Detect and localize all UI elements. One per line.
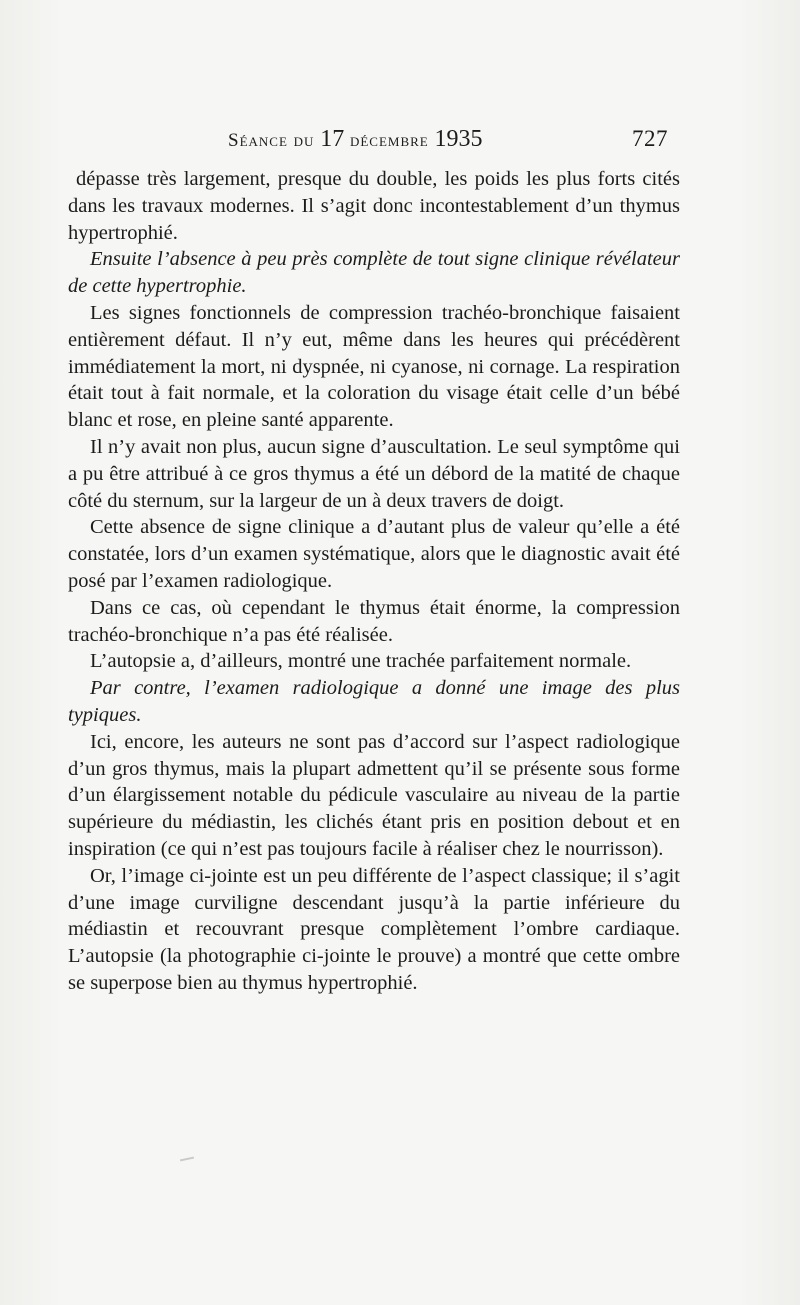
paragraph: Or, l’image ci-jointe est un peu différente de l’aspect classique; il s’agit d’une image curviligne descendant jusqu’à la partie inférieure du médiastin et recouvrant presque complètement l’ombre cardiaque. L’autopsie (la photographie ci-jointe le prouve) a montré que cette ombre se superpose bien au thymus hypertrophié. [68, 864, 680, 994]
paragraph: Ici, encore, les auteurs ne sont pas d’accord sur l’aspect radiologique d’un gros thymus, mais la plupart admettent qu’il se présente sous forme d’un élargissement notable du pédicule vasculaire au niveau de la partie supérieure du médiastin, les clichés étant pris en position debout et en inspiration (ce qui n’est pas toujours facile à réaliser chez le nourrisson). [68, 730, 680, 860]
ink-smudge [180, 1157, 194, 1162]
running-head-year: 1935 [434, 126, 483, 152]
paragraph: L’autopsie a, d’ailleurs, montré une trachée parfaitement normale. [90, 650, 632, 673]
page-header [228, 126, 668, 156]
paragraph: Les signes fonctionnels de compression trachéo-bronchique faisaient entièrement défaut. Il n’y eut, même dans les heures qui précédèrent immédiatement la mort, ni dyspnée, ni cyanose, ni cornage. La respiration était tout à fait normale, et la coloration du visage était celle d’un bébé blanc et rose, en pleine santé apparente. [68, 301, 680, 432]
running-head [228, 126, 482, 153]
page-number: 727 [632, 126, 668, 151]
paragraph: Il n’y avait non plus, aucun signe d’auscultation. Le seul symptôme qui a pu être attribué à ce gros thymus a été un débord de la matité de chaque côté du sternum, sur la largeur de un à deux travers de doigt. [68, 435, 680, 512]
italic-paragraph: Par contre, l’examen radiologique a donné une image des plus typiques. [68, 677, 680, 726]
running-head-prefix: Séance du [228, 130, 321, 151]
running-head-month: décembre [344, 130, 435, 151]
running-head-day: 17 [320, 126, 345, 152]
paragraph: Dans ce cas, où cependant le thymus était énorme, la compression trachéo-bronchique n’a pas été réalisée. [68, 596, 680, 646]
paragraph: Cette absence de signe clinique a d’autant plus de valeur qu’elle a été constatée, lors d’un examen systématique, alors que le diagnostic avait été posé par l’examen radiologique. [68, 516, 680, 592]
body-text [68, 166, 680, 997]
italic-paragraph: Ensuite l’absence à peu près complète de tout signe clinique révélateur de cette hypertrophie. [68, 248, 680, 298]
paragraph: dépasse très largement, presque du double, les poids les plus forts cités dans les travaux modernes. Il s’agit donc incontestablement d’un thymus hypertrophié. [68, 168, 680, 244]
